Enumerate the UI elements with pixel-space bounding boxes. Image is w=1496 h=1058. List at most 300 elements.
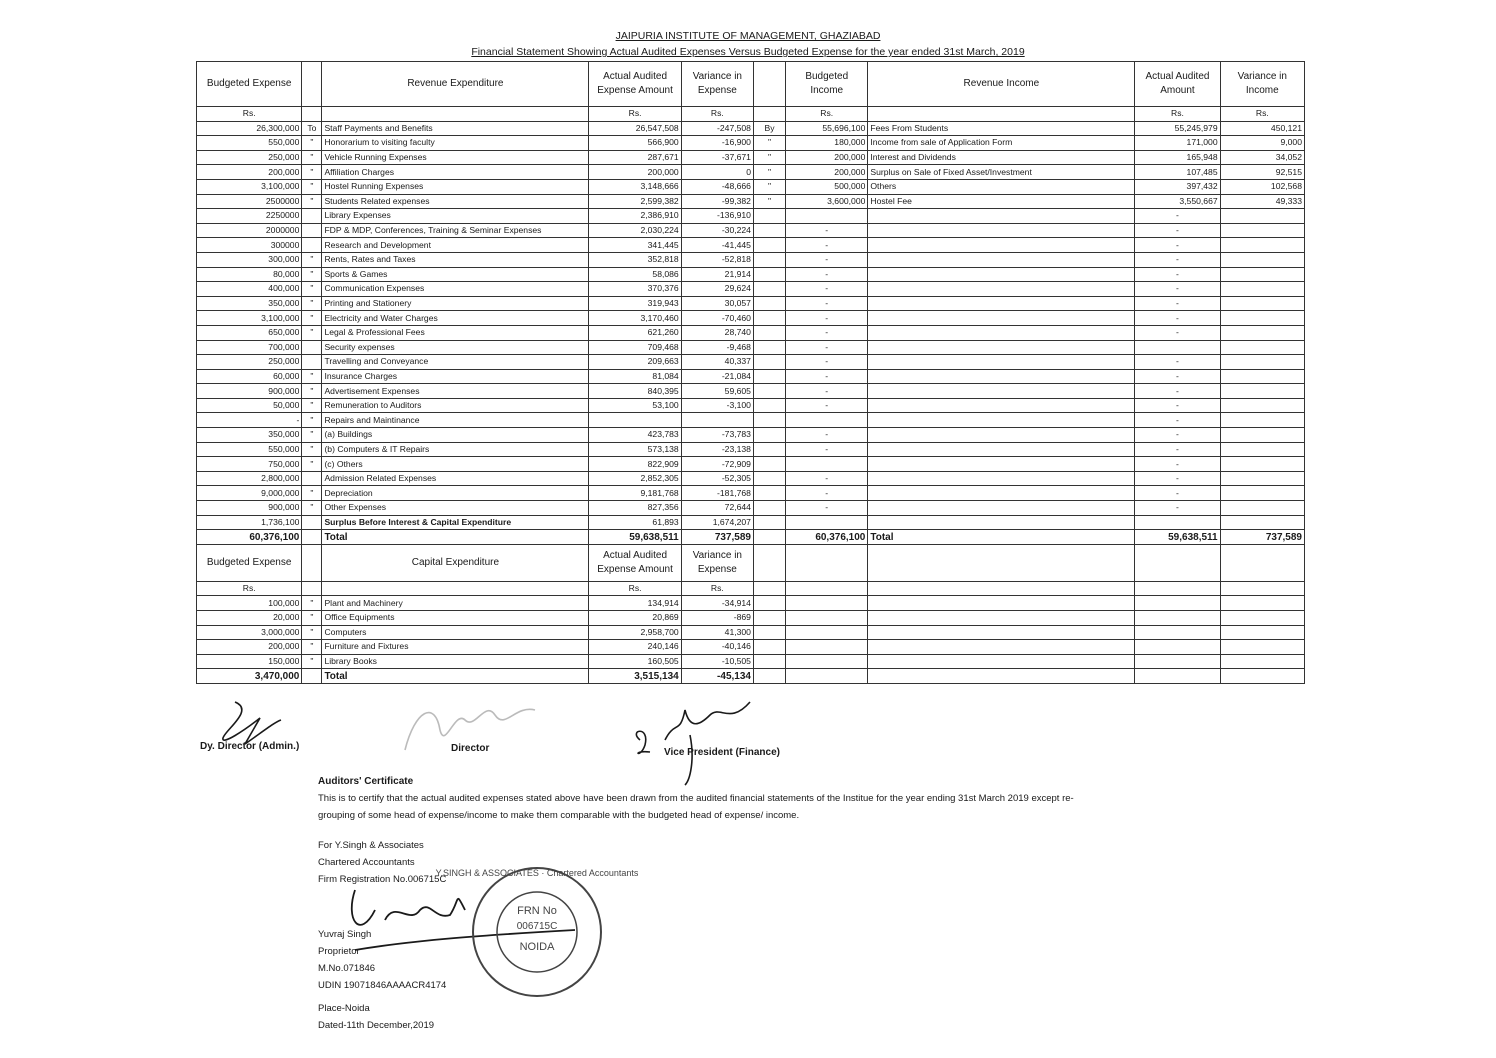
budget-cell: 550,000 [197,442,302,457]
variance-cell: -72,909 [681,457,753,472]
income-budget-cell: - [786,296,868,311]
income-variance-cell [1220,501,1304,516]
table-row [197,296,1305,311]
income-item-cell [868,457,1135,472]
prefix-cell: " [302,398,322,413]
income-budget-cell [786,209,868,224]
income-total-label: Total [868,530,1135,545]
income-budget-cell: - [786,442,868,457]
capital-total-row [197,669,1305,684]
income-item-cell: Interest and Dividends [868,150,1135,165]
firm-stamp [435,862,639,1002]
budget-cell: 2500000 [197,194,302,209]
income-budget-cell: 200,000 [786,165,868,180]
expense-item-cell: Repairs and Maintinance [322,413,589,428]
table-row [197,471,1305,486]
actual-cell: 352,818 [589,252,681,267]
table-row [197,136,1305,151]
income-prefix-cell: By [753,121,785,136]
income-item-cell [868,369,1135,384]
expense-item-cell: Sports & Games [322,267,589,282]
auditors-certificate [318,773,1098,824]
prefix-cell: " [302,501,322,516]
table-row [197,179,1305,194]
actual-cell: 840,395 [589,384,681,399]
income-total-actual: 59,638,511 [1135,530,1220,545]
budget-cell: 2000000 [197,223,302,238]
variance-cell [681,413,753,428]
actual-cell: 341,445 [589,238,681,253]
income-item-cell: Surplus on Sale of Fixed Asset/Investment [868,165,1135,180]
prefix-cell: " [302,136,322,151]
expense-item-cell: FDP & MDP, Conferences, Training & Seminar Expenses [322,223,589,238]
partner-title: Proprietor [318,946,360,957]
income-prefix-cell [753,369,785,384]
actual-cell [589,413,681,428]
expense-item-cell: Affiliation Charges [322,165,589,180]
income-actual-cell [1135,515,1220,530]
variance-cell: 72,644 [681,501,753,516]
income-variance-cell [1220,340,1304,355]
income-actual-cell: - [1135,282,1220,297]
income-variance-cell [1220,398,1304,413]
col-actual-expense: Actual Audited Expense Amount [589,62,681,107]
place: Place-Noida [318,1003,370,1014]
income-budget-cell: - [786,398,868,413]
budget-cell: 550,000 [197,136,302,151]
budget-cell: 80,000 [197,267,302,282]
income-actual-cell: 171,000 [1135,136,1220,151]
total-label: Total [322,530,589,545]
income-variance-cell: 49,333 [1220,194,1304,209]
actual-cell: 621,260 [589,325,681,340]
budget-cell: 900,000 [197,384,302,399]
capital-variance-cell: -10,505 [681,654,753,669]
income-prefix-cell [753,486,785,501]
income-prefix-cell: " [753,179,785,194]
budget-cell: 650,000 [197,325,302,340]
variance-cell: -37,671 [681,150,753,165]
prefix-cell: " [302,428,322,443]
expense-item-cell: Electricity and Water Charges [322,311,589,326]
expense-item-cell: (c) Others [322,457,589,472]
prefix-cell [302,238,322,253]
income-item-cell [868,223,1135,238]
income-item-cell [868,238,1135,253]
income-item-cell [868,471,1135,486]
prefix-cell: " [302,150,322,165]
statement-title: Financial Statement Showing Actual Audited Expenses Versus Budgeted Expense for the year ended 31st March, 2019 [471,46,1025,58]
table-row [197,442,1305,457]
income-item-cell [868,340,1135,355]
capital-variance-cell: 41,300 [681,625,753,640]
capital-actual-cell: 20,869 [589,611,681,626]
revenue-header-row [197,62,1305,107]
prefix-cell: To [302,121,322,136]
income-actual-cell: - [1135,428,1220,443]
income-item-cell [868,325,1135,340]
income-budget-cell [786,457,868,472]
income-prefix-cell [753,442,785,457]
unit-row: Rs. Rs. Rs. Rs. Rs. Rs. [197,107,1305,122]
income-variance-cell [1220,442,1304,457]
income-prefix-cell [753,267,785,282]
expense-item-cell: Travelling and Conveyance [322,355,589,370]
capital-item-cell: Plant and Machinery [322,596,589,611]
prefix-cell: " [302,311,322,326]
variance-cell: -16,900 [681,136,753,151]
income-variance-cell [1220,209,1304,224]
prefix-cell: " [302,194,322,209]
expense-item-cell: Surplus Before Interest & Capital Expenditure [322,515,589,530]
income-variance-cell [1220,515,1304,530]
actual-cell: 53,100 [589,398,681,413]
capital-actual-cell: 134,914 [589,596,681,611]
expense-item-cell: Legal & Professional Fees [322,325,589,340]
table-row [197,413,1305,428]
prefix-cell: " [302,457,322,472]
income-budget-cell: 180,000 [786,136,868,151]
income-actual-cell: - [1135,398,1220,413]
income-prefix-cell [753,223,785,238]
income-variance-cell [1220,238,1304,253]
variance-cell: 21,914 [681,267,753,282]
variance-cell: 1,674,207 [681,515,753,530]
capital-total-budget: 3,470,000 [197,669,302,684]
budget-cell: 300,000 [197,252,302,267]
income-prefix-cell [753,296,785,311]
table-row [197,384,1305,399]
budget-cell: 2,800,000 [197,471,302,486]
expense-item-cell: Staff Payments and Benefits [322,121,589,136]
income-actual-cell: - [1135,369,1220,384]
certificate-body: This is to certify that the actual audited expenses stated above have been drawn from the audited financial statements of the Institue for the year ending 31st March 2019 except re-grouping of some head of expense/income to make them comparable with the budgeted head of expense/ income. [318,793,1074,821]
income-budget-cell: 3,600,000 [786,194,868,209]
capital-budget-cell: 3,000,000 [197,625,302,640]
income-item-cell [868,296,1135,311]
income-budget-cell: - [786,486,868,501]
prefix-cell [302,209,322,224]
income-item-cell [868,486,1135,501]
prefix-cell: " [302,611,322,626]
income-variance-cell [1220,428,1304,443]
actual-cell: 2,599,382 [589,194,681,209]
income-prefix-cell [753,325,785,340]
variance-cell: -52,818 [681,252,753,267]
capital-budget-cell: 20,000 [197,611,302,626]
income-item-cell [868,413,1135,428]
income-item-cell [868,282,1135,297]
expense-item-cell: Honorarium to visiting faculty [322,136,589,151]
variance-cell: -73,783 [681,428,753,443]
income-budget-cell: - [786,340,868,355]
income-budget-cell: - [786,267,868,282]
income-actual-cell: - [1135,209,1220,224]
actual-cell: 26,547,508 [589,121,681,136]
capital-actual-cell: 160,505 [589,654,681,669]
actual-cell: 573,138 [589,442,681,457]
table-row [197,223,1305,238]
budget-cell: 3,100,000 [197,311,302,326]
income-variance-cell [1220,486,1304,501]
variance-cell: -3,100 [681,398,753,413]
actual-cell: 58,086 [589,267,681,282]
budget-cell: 200,000 [197,165,302,180]
actual-cell: 319,943 [589,296,681,311]
prefix-cell [302,223,322,238]
income-item-cell [868,311,1135,326]
director-label: Director [451,743,490,754]
income-item-cell [868,501,1135,516]
income-actual-cell: - [1135,325,1220,340]
income-actual-cell: 3,550,667 [1135,194,1220,209]
actual-cell: 3,148,666 [589,179,681,194]
income-budget-cell: - [786,384,868,399]
income-variance-cell [1220,252,1304,267]
income-budget-cell: 500,000 [786,179,868,194]
prefix-cell: " [302,486,322,501]
stamp-city: NOIDA [519,941,555,953]
income-actual-cell: - [1135,486,1220,501]
budget-cell: 9,000,000 [197,486,302,501]
col-revenue-expenditure: Revenue Expenditure [322,62,589,107]
income-budget-cell: - [786,252,868,267]
table-body [197,62,1305,684]
income-variance-cell: 92,515 [1220,165,1304,180]
prefix-cell: " [302,165,322,180]
stamp-frn-no: 006715C [516,921,558,932]
income-budget-cell: - [786,325,868,340]
income-actual-cell: - [1135,384,1220,399]
table-row [197,252,1305,267]
table-row [197,325,1305,340]
income-variance-cell: 9,000 [1220,136,1304,151]
income-item-cell [868,355,1135,370]
expense-item-cell: (a) Buildings [322,428,589,443]
income-actual-cell: - [1135,311,1220,326]
prefix-cell [302,340,322,355]
table-row [197,596,1305,611]
budget-cell: 250,000 [197,150,302,165]
income-total-budget: 60,376,100 [786,530,868,545]
capital-actual-cell: 240,146 [589,640,681,655]
prefix-cell [302,355,322,370]
income-actual-cell: 55,245,979 [1135,121,1220,136]
col-budgeted-expense: Budgeted Expense [197,62,302,107]
income-budget-cell: - [786,428,868,443]
firm-registration: Firm Registration No.006715C [318,874,447,885]
income-budget-cell: - [786,223,868,238]
income-variance-cell [1220,355,1304,370]
income-budget-cell: - [786,282,868,297]
income-variance-cell [1220,325,1304,340]
income-prefix-cell [753,501,785,516]
income-prefix-cell: " [753,136,785,151]
expense-item-cell: Vehicle Running Expenses [322,150,589,165]
membership-no: M.No.071846 [318,963,376,974]
capital-variance-cell: -34,914 [681,596,753,611]
udin: UDIN 19071846AAAACR4174 [318,980,447,991]
financial-statement-table [196,61,1305,684]
income-item-cell [868,209,1135,224]
variance-cell: -136,910 [681,209,753,224]
table-row [197,398,1305,413]
income-prefix-cell [753,384,785,399]
income-budget-cell: - [786,471,868,486]
table-row [197,486,1305,501]
capital-item-cell: Computers [322,625,589,640]
prefix-cell: " [302,625,322,640]
income-variance-cell [1220,311,1304,326]
capital-budget-cell: 200,000 [197,640,302,655]
income-prefix-cell [753,252,785,267]
income-variance-cell: 102,568 [1220,179,1304,194]
income-actual-cell: - [1135,457,1220,472]
income-budget-cell: 200,000 [786,150,868,165]
income-prefix-cell [753,457,785,472]
prefix-cell: " [302,325,322,340]
budget-cell: - [197,413,302,428]
expense-item-cell: Admission Related Expenses [322,471,589,486]
col-capital-budget: Budgeted Expense [197,544,302,581]
table-row [197,515,1305,530]
actual-cell: 81,084 [589,369,681,384]
dated: Dated-11th December,2019 [318,1020,435,1031]
capital-total-label: Total [322,669,589,684]
income-actual-cell: - [1135,267,1220,282]
income-prefix-cell [753,413,785,428]
col-actual-amount: Actual Audited Amount [1135,62,1220,107]
variance-cell: -30,224 [681,223,753,238]
actual-cell: 209,663 [589,355,681,370]
capital-item-cell: Furniture and Fixtures [322,640,589,655]
total-variance: 737,589 [681,530,753,545]
budget-cell: 3,100,000 [197,179,302,194]
revenue-total-row [197,530,1305,545]
col-capital-actual: Actual Audited Expense Amount [589,544,681,581]
table-row [197,150,1305,165]
income-budget-cell: - [786,369,868,384]
table-row [197,369,1305,384]
actual-cell: 9,181,768 [589,486,681,501]
income-variance-cell [1220,384,1304,399]
table-row [197,165,1305,180]
actual-cell: 370,376 [589,282,681,297]
budget-cell: 50,000 [197,398,302,413]
table-row [197,611,1305,626]
income-actual-cell: - [1135,413,1220,428]
expense-item-cell: Remuneration to Auditors [322,398,589,413]
table-row [197,209,1305,224]
prefix-cell [302,515,322,530]
income-prefix-cell [753,428,785,443]
col-variance-expense: Variance in Expense [681,62,753,107]
income-variance-cell: 450,121 [1220,121,1304,136]
total-budget: 60,376,100 [197,530,302,545]
prefix-cell: " [302,282,322,297]
income-budget-cell: - [786,355,868,370]
prefix-cell: " [302,442,322,457]
budget-cell: 900,000 [197,501,302,516]
actual-cell: 822,909 [589,457,681,472]
vice-president-label: Vice President (Finance) [664,747,780,758]
actual-cell: 423,783 [589,428,681,443]
budget-cell: 60,000 [197,369,302,384]
income-prefix-cell: " [753,165,785,180]
income-item-cell: Hostel Fee [868,194,1135,209]
col-capital-expenditure: Capital Expenditure [322,544,589,581]
budget-cell: 26,300,000 [197,121,302,136]
income-total-variance: 737,589 [1220,530,1304,545]
income-item-cell [868,442,1135,457]
table-row [197,457,1305,472]
budget-cell: 350,000 [197,296,302,311]
expense-item-cell: Insurance Charges [322,369,589,384]
variance-cell: -52,305 [681,471,753,486]
capital-budget-cell: 150,000 [197,654,302,669]
income-actual-cell: 397,432 [1135,179,1220,194]
expense-item-cell: Library Expenses [322,209,589,224]
capital-variance-cell: -869 [681,611,753,626]
director-signature [395,690,545,760]
budget-cell: 300000 [197,238,302,253]
prefix-cell: " [302,369,322,384]
income-prefix-cell [753,471,785,486]
table-row [197,501,1305,516]
dy-director-label: Dy. Director (Admin.) [200,741,300,752]
dy-director-signature [215,700,285,750]
capital-total-actual: 3,515,134 [589,669,681,684]
total-actual: 59,638,511 [589,530,681,545]
variance-cell: 30,057 [681,296,753,311]
income-prefix-cell [753,238,785,253]
prefix-cell: " [302,267,322,282]
income-actual-cell: - [1135,252,1220,267]
budget-cell: 250,000 [197,355,302,370]
income-actual-cell: - [1135,296,1220,311]
actual-cell: 709,468 [589,340,681,355]
income-budget-cell: - [786,501,868,516]
income-variance-cell [1220,471,1304,486]
table-row [197,311,1305,326]
budget-cell: 1,736,100 [197,515,302,530]
actual-cell: 61,893 [589,515,681,530]
capital-actual-cell: 2,958,700 [589,625,681,640]
variance-cell: -9,468 [681,340,753,355]
expense-item-cell: Communication Expenses [322,282,589,297]
income-actual-cell: - [1135,238,1220,253]
table-row [197,355,1305,370]
actual-cell: 566,900 [589,136,681,151]
table-row [197,238,1305,253]
expense-item-cell: Depreciation [322,486,589,501]
income-item-cell [868,515,1135,530]
actual-cell: 2,030,224 [589,223,681,238]
variance-cell: -181,768 [681,486,753,501]
capital-variance-cell: -40,146 [681,640,753,655]
income-variance-cell: 34,052 [1220,150,1304,165]
income-item-cell [868,398,1135,413]
variance-cell: 40,337 [681,355,753,370]
expense-item-cell: Hostel Running Expenses [322,179,589,194]
income-variance-cell [1220,267,1304,282]
variance-cell: -23,138 [681,442,753,457]
income-prefix-cell [753,398,785,413]
income-item-cell: Fees From Students [868,121,1135,136]
income-variance-cell [1220,223,1304,238]
actual-cell: 3,170,460 [589,311,681,326]
stamp-ring: Y.SINGH & ASSOCIATES · Chartered Accountants [435,868,639,878]
